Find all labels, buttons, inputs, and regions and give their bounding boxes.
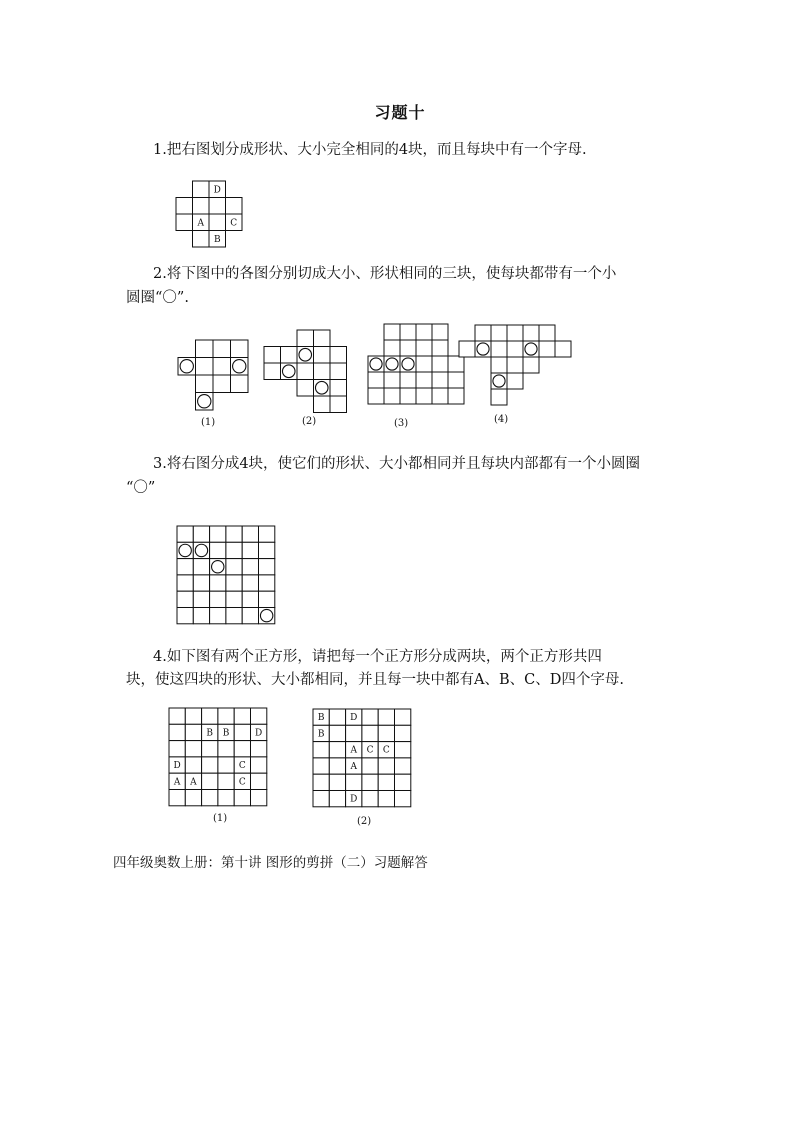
grid-cell [384,340,400,356]
grid-cell [250,789,266,805]
caption-q2-3: (3) [394,418,409,429]
grid-cell [329,742,345,758]
grid-cell [185,724,201,740]
grid-cell [202,773,218,789]
grid-cell [196,375,214,393]
grid-cell [177,591,193,607]
grid-cell [231,340,249,358]
grid-cell [250,757,266,773]
cell-letter: C [238,777,246,788]
grid-cell [378,758,394,774]
grid-cell [491,389,507,405]
grid-cell [416,388,432,404]
grid-cell [242,607,258,623]
grid-cell [378,709,394,725]
page-title: 习题十 [374,103,426,122]
caption-q2-2: (2) [302,416,317,427]
grid-cell [210,591,226,607]
caption-q2-1: (1) [201,417,216,428]
grid-cell [169,789,185,805]
question-2-line1: 2.将下图中的各图分别切成大小、形状相同的三块，使每块都带有一个小 [153,266,617,282]
grid-cell [329,725,345,741]
grid-cell [193,526,209,542]
cell-letter: A [190,777,197,788]
grid-cell [539,325,555,341]
grid-cell [330,380,347,397]
grid-cell [400,388,416,404]
grid-cell [378,725,394,741]
grid-cell [400,372,416,388]
grid-cell [329,709,345,725]
grid-cell [234,741,250,757]
cell-letter: A [350,762,357,773]
grid-cell [507,325,523,341]
grid-cell [313,790,329,806]
grid-cell [177,559,193,575]
grid-cell [210,542,226,558]
grid-cell [264,363,281,380]
grid-cell [218,773,234,789]
grid-cell [258,591,274,607]
grid-cell [459,341,475,357]
grid-cell [346,725,362,741]
grid-cell [213,358,231,376]
cell-letter: D [255,728,263,739]
grid-cell [314,396,331,413]
grid-cell [202,757,218,773]
grid-cell [202,741,218,757]
grid-q2-2 [263,329,348,414]
grid-cell [475,325,491,341]
cell-letter: D [350,794,358,805]
grid-cell [169,724,185,740]
grid-cell [378,790,394,806]
cell-letter: D [350,713,358,724]
grid-cell [258,542,274,558]
grid-cell [432,388,448,404]
grid-cell [258,559,274,575]
grid-cell [491,325,507,341]
grid-cell [202,789,218,805]
grid-cell [226,607,242,623]
grid-cell [193,607,209,623]
grid-cell [264,347,281,364]
grid-cell [177,575,193,591]
grid-cell [196,340,214,358]
cell-letter: A [173,777,181,788]
grid-cell [242,591,258,607]
grid-cell [416,356,432,372]
grid-cell [330,363,347,380]
grid-cell [185,757,201,773]
grid-cell [258,575,274,591]
grid-cell [242,542,258,558]
grid-cell [176,198,193,215]
grid-cell [362,790,378,806]
grid-q2-3 [367,323,465,405]
grid-cell [185,789,201,805]
grid-cell [394,790,410,806]
grid-cell [555,341,571,357]
grid-cell [313,758,329,774]
grid-cell [185,741,201,757]
grid-cell [169,741,185,757]
caption-q4-2: (2) [357,816,372,827]
grid-cell [416,372,432,388]
grid-cell [218,789,234,805]
grid-cell [281,347,298,364]
grid-cell [234,724,250,740]
grid-cell [432,340,448,356]
grid-cell [218,708,234,724]
cell-letter: C [230,218,238,229]
grid-cell [196,358,214,376]
cell-letter: A [197,218,204,229]
caption-q2-4: (4) [494,414,509,425]
grid-cell [314,347,331,364]
grid-cell [432,372,448,388]
grid-cell [400,324,416,340]
grid-cell [213,375,231,393]
grid-cell [416,340,432,356]
grid-cell [234,789,250,805]
question-2-line2: 圆圈“〇”. [126,290,189,306]
grid-cell [384,324,400,340]
cell-letter: B [213,234,221,245]
grid-cell [491,341,507,357]
grid-cell [362,709,378,725]
cell-letter: B [206,728,214,739]
cell-letter: B [317,729,325,740]
grid-cell [346,774,362,790]
question-3-line1: 3.将右图分成4块，使它们的形状、大小都相同并且每块内部都有一个小圆圈 [153,456,641,472]
grid-cell [210,526,226,542]
grid-q4-1 [168,707,268,807]
grid-cell [329,790,345,806]
grid-cell [258,526,274,542]
grid-cell [394,709,410,725]
cell-letter: D [213,185,221,196]
grid-cell [384,388,400,404]
grid-cell [491,357,507,373]
cell-letter: B [317,713,325,724]
grid-cell [362,758,378,774]
grid-cell [169,708,185,724]
grid-cell [209,198,226,215]
grid-q1 [175,180,243,248]
grid-cell [193,591,209,607]
grid-cell [226,198,243,215]
grid-cell [400,340,416,356]
grid-cell [362,725,378,741]
grid-q4-2 [312,708,412,808]
grid-cell [250,773,266,789]
cell-letter: D [173,761,181,772]
grid-cell [202,708,218,724]
footer-note: 四年级奥数上册：第十讲 图形的剪拼（二）习题解答 [113,855,428,871]
grid-cell [330,347,347,364]
grid-cell [507,341,523,357]
grid-cell [523,357,539,373]
grid-cell [213,340,231,358]
grid-q2-1 [177,339,249,411]
grid-cell [250,708,266,724]
cell-letter: A [350,745,357,756]
grid-cell [193,231,210,248]
grid-cell [378,774,394,790]
question-3-line2: “〇” [126,480,156,496]
grid-cell [193,559,209,575]
grid-cell [368,372,384,388]
grid-cell [394,758,410,774]
grid-cell [210,575,226,591]
grid-cell [313,742,329,758]
grid-q2-4 [458,324,572,406]
grid-q3 [176,525,276,625]
grid-cell [329,758,345,774]
grid-cell [314,330,331,347]
grid-cell [242,575,258,591]
grid-cell [507,373,523,389]
grid-cell [226,591,242,607]
grid-cell [394,774,410,790]
grid-cell [330,396,347,413]
grid-cell [226,526,242,542]
grid-cell [368,388,384,404]
grid-cell [193,575,209,591]
grid-cell [297,363,314,380]
grid-cell [384,372,400,388]
grid-cell [226,559,242,575]
grid-cell [297,380,314,397]
grid-cell [329,774,345,790]
grid-cell [193,198,210,215]
grid-cell [209,214,226,231]
grid-cell [507,357,523,373]
grid-cell [242,526,258,542]
grid-cell [432,324,448,340]
grid-cell [218,741,234,757]
question-1-text: 1.把右图划分成形状、大小完全相同的4块，而且每块中有一个字母. [153,142,587,158]
grid-cell [218,757,234,773]
grid-cell [231,375,249,393]
grid-cell [313,774,329,790]
grid-cell [394,742,410,758]
grid-cell [177,526,193,542]
cell-letter: C [238,761,246,772]
cell-letter: B [222,728,230,739]
grid-cell [314,363,331,380]
grid-cell [185,708,201,724]
question-4-line1: 4.如下图有两个正方形，请把每一个正方形分成两块，两个正方形共四 [153,649,602,665]
grid-cell [250,741,266,757]
cell-letter: C [366,745,374,756]
grid-cell [226,575,242,591]
caption-q4-1: (1) [213,813,228,824]
grid-cell [394,725,410,741]
grid-cell [416,324,432,340]
grid-cell [432,356,448,372]
grid-cell [362,774,378,790]
grid-cell [234,708,250,724]
grid-cell [297,330,314,347]
grid-cell [226,542,242,558]
grid-cell [523,325,539,341]
cell-letter: C [382,745,390,756]
question-4-line2: 块，使这四块的形状、大小都相同，并且每一块中都有A、B、C、D四个字母. [126,672,624,688]
grid-cell [242,559,258,575]
grid-cell [210,607,226,623]
grid-cell [176,214,193,231]
grid-cell [177,607,193,623]
grid-cell [539,341,555,357]
grid-cell [193,181,210,198]
